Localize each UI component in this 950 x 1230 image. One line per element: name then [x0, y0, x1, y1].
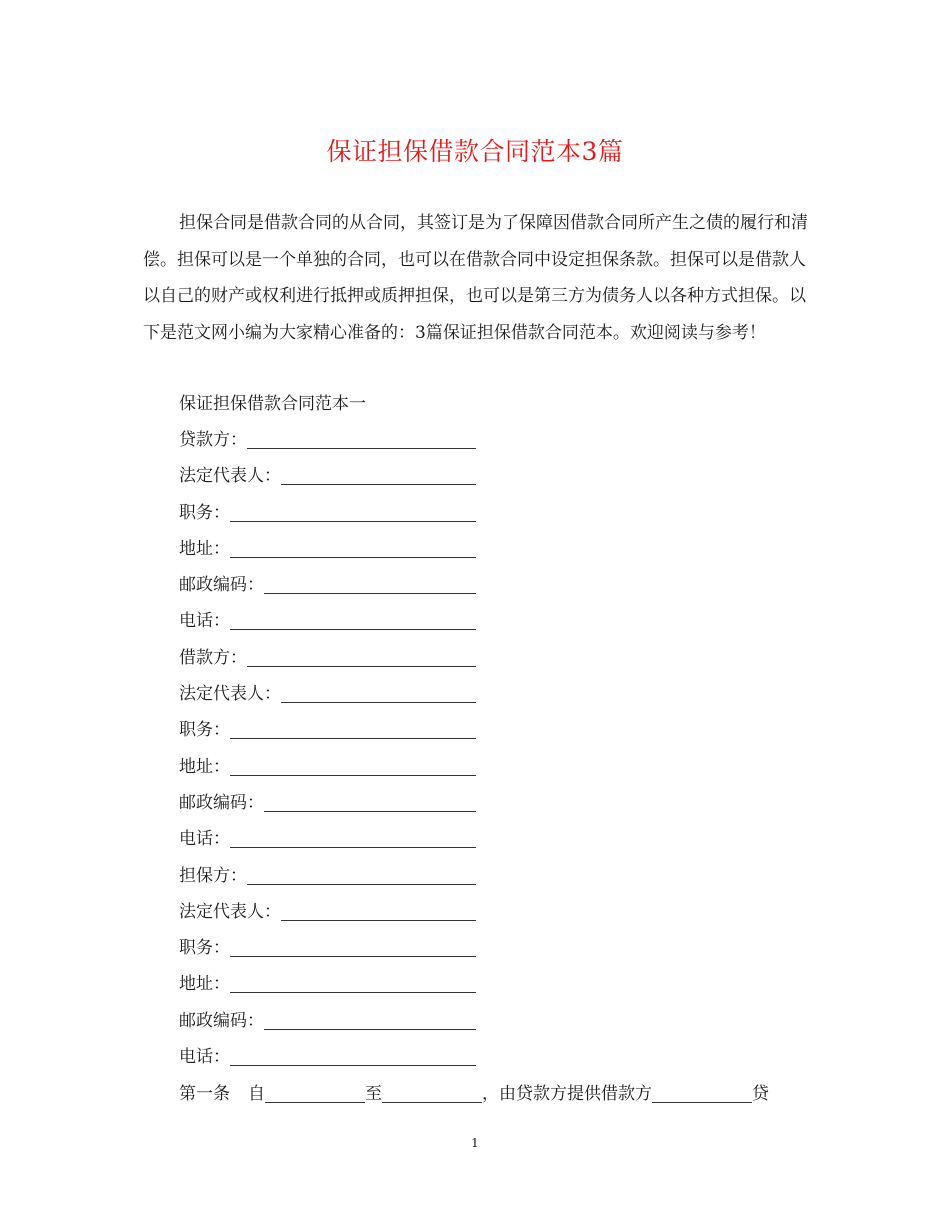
field-blank-line[interactable] [247, 644, 476, 667]
field-label: 法定代表人： [179, 684, 281, 705]
field-label: 电话： [179, 611, 230, 632]
field-row [179, 640, 799, 676]
field-label: 职务： [179, 502, 230, 523]
field-label: 法定代表人： [179, 901, 281, 922]
field-row [179, 531, 799, 567]
field-label: 地址： [179, 538, 230, 559]
clause-1-from: 自 [248, 1084, 265, 1104]
clause-1-end: 贷 [752, 1084, 769, 1104]
field-blank-line[interactable] [230, 1043, 476, 1066]
field-label: 邮政编码： [179, 792, 264, 813]
field-label: 地址： [179, 974, 230, 995]
field-blank-line[interactable] [230, 753, 476, 776]
clause-1-heading: 第一条 [179, 1084, 230, 1104]
clause-1-end-blank[interactable] [382, 1080, 482, 1103]
field-blank-line[interactable] [247, 426, 476, 449]
field-blank-line[interactable] [264, 1007, 476, 1030]
field-blank-line[interactable] [264, 789, 476, 812]
clause-1 [179, 1076, 804, 1112]
page-number: 1 [471, 1136, 479, 1150]
field-blank-line[interactable] [247, 862, 476, 885]
field-label: 担保方： [179, 865, 247, 886]
field-label: 借款方： [179, 647, 247, 668]
field-blank-line[interactable] [230, 825, 476, 848]
clause-1-to: 至 [365, 1084, 382, 1104]
field-row [179, 785, 799, 821]
intro-text: 担保合同是借款合同的从合同，其签订是为了保障因借款合同所产生之债的履行和清偿。担保可以是一个单独的合同，也可以在借款合同中设定担保条款。担保可以是借款人以自己的财产或权利进行抵押或质押担保，也可以是第三方为债务人以各种方式担保。以下是范文网小编为大家精心准备的：3篇保证担保借款合同范本。欢迎阅读与参考！ [143, 213, 808, 343]
field-row [179, 821, 799, 857]
clause-1-start-blank[interactable] [265, 1080, 365, 1103]
field-row [179, 966, 799, 1002]
document-title: 保证担保借款合同范本3篇 [326, 137, 624, 166]
field-row [179, 1039, 799, 1075]
field-blank-line[interactable] [230, 535, 476, 558]
field-row [179, 567, 799, 603]
field-row [179, 712, 799, 748]
field-row [179, 676, 799, 712]
field-row [179, 894, 799, 930]
field-row [179, 749, 799, 785]
field-blank-line[interactable] [230, 499, 476, 522]
field-label: 法定代表人： [179, 466, 281, 487]
party-fields [179, 422, 799, 1075]
field-blank-line[interactable] [230, 970, 476, 993]
clause-1-amount-blank[interactable] [652, 1080, 752, 1103]
field-label: 电话： [179, 1047, 230, 1068]
field-row [179, 858, 799, 894]
field-blank-line[interactable] [230, 934, 476, 957]
field-blank-line[interactable] [230, 607, 476, 630]
field-row [179, 603, 799, 639]
field-label: 电话： [179, 829, 230, 850]
intro-paragraph [143, 205, 808, 351]
field-blank-line[interactable] [281, 462, 476, 485]
field-blank-line[interactable] [230, 716, 476, 739]
field-label: 职务： [179, 938, 230, 959]
field-blank-line[interactable] [281, 898, 476, 921]
field-blank-line[interactable] [264, 571, 476, 594]
field-label: 贷款方： [179, 430, 247, 450]
field-row [179, 422, 799, 458]
field-label: 地址： [179, 756, 230, 777]
field-label: 邮政编码： [179, 575, 264, 596]
field-blank-line[interactable] [281, 680, 476, 703]
field-label: 职务： [179, 720, 230, 741]
clause-1-text: ，由贷款方提供借款方 [482, 1084, 652, 1104]
field-label: 邮政编码： [179, 1010, 264, 1031]
section-heading: 保证担保借款合同范本一 [179, 394, 366, 414]
field-row [179, 495, 799, 531]
field-row [179, 930, 799, 966]
field-row [179, 458, 799, 494]
field-row [179, 1003, 799, 1039]
